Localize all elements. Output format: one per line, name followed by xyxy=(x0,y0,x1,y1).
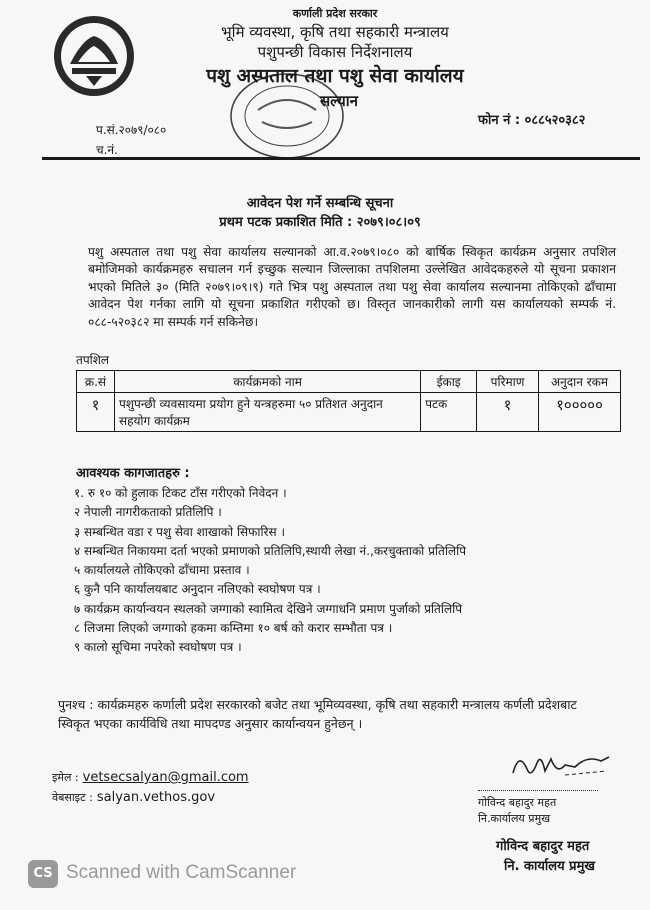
required-documents-list xyxy=(74,484,614,658)
camscanner-logo-icon: CS xyxy=(28,860,58,888)
signatory-name: गोविन्द बहादुर महत xyxy=(496,839,590,854)
schedule-table xyxy=(76,370,621,432)
signatory-title: नि. कार्यालय प्रमुख xyxy=(504,859,595,874)
nepal-emblem-logo xyxy=(52,14,136,98)
notice-publish-date: प्रथम पटक प्रकाशित मिति : २०७९।०८।०९ xyxy=(219,215,421,230)
col-header-quantity: परिमाण xyxy=(477,371,539,393)
col-header-sn: क्र.सं xyxy=(77,371,115,393)
list-item: ९ कालो सूचिमा नपरेको स्वघोषण पत्र । xyxy=(74,640,242,655)
handwritten-signature xyxy=(505,745,615,783)
col-header-grant-amount: अनुदान रकम xyxy=(539,371,621,393)
col-header-unit: ईकाइ xyxy=(421,371,477,393)
province-government-line: कर्णाली प्रदेश सरकार xyxy=(292,7,378,20)
schedule-label: तपशिल xyxy=(76,353,110,367)
list-item: १. रु १० को हुलाक टिकट टाँस गरीएको निवेदन । xyxy=(74,486,287,500)
contact-email xyxy=(52,770,249,785)
required-documents-title: आवश्यक कागजातहरु : xyxy=(76,466,190,481)
office-phone: फोन नं : ०८८५२०३८२ xyxy=(478,113,586,128)
cell-quantity: १ xyxy=(477,393,539,432)
cell-grant-amount: १००००० xyxy=(539,393,621,432)
scanner-watermark-text: Scanned with CamScanner xyxy=(66,862,297,883)
office-name: पशु अस्पताल तथा पशु सेवा कार्यालय xyxy=(206,65,464,87)
dispatch-number: च.नं. xyxy=(96,143,118,157)
district-name: सल्यान xyxy=(320,92,358,110)
notice-title: आवेदन पेश गर्ने सम्बन्धि सूचना xyxy=(246,196,394,211)
postscript-note: पुनश्च : कार्यक्रमहरु कर्णाली प्रदेश सरकारको बजेट तथा भूमिव्यवस्था, कृषि तथा सहकारी मन्त्रालय कर्णली प्रदेशबाट स्विकृत भएका कार्यविधि तथा मापदण्ड अनुसार कार्यान्वयन हुनेछन् । xyxy=(58,697,577,731)
list-item: २ नेपाली नागरीकताको प्रतिलिपि । xyxy=(74,505,222,520)
list-item: ८ लिजमा लिएको जग्गाको हकमा कम्तिमा १० बर्ष को करार सम्भौता पत्र । xyxy=(74,621,393,636)
email-link[interactable]: vetsecsalyan@gmail.com xyxy=(82,770,249,785)
list-item: ६ कुनै पनि कार्यालयबाट अनुदान नलिएको स्वघोषण पत्र । xyxy=(74,582,321,597)
signatory-title-small: नि.कार्यालय प्रमुख xyxy=(478,812,551,825)
col-header-program: कार्यक्रमको नाम xyxy=(114,371,420,393)
list-item: ७ कार्यक्रम कार्यान्वयन स्थलको जग्गाको स्वामित्व देखिने जग्गाधनि प्रमाण पुर्जाको प्रतिलिपि xyxy=(74,601,463,616)
cell-program-name: पशुपन्छी व्यवसायमा प्रयोग हुने यन्त्रहरुमा ५० प्रतिशत अनुदान सहयोग कार्यक्रम xyxy=(114,393,420,432)
website-label: वेबसाइट : xyxy=(52,791,93,804)
website-link[interactable]: salyan.vethos.gov xyxy=(96,790,216,805)
list-item: ३ सम्बन्धित वडा र पशु सेवा शाखाको सिफारिस । xyxy=(74,524,286,539)
contact-website xyxy=(52,790,215,805)
email-label: इमेल : xyxy=(52,771,79,784)
directorate-line: पशुपन्छी विकास निर्देशनालय xyxy=(257,43,413,61)
header-divider xyxy=(42,157,640,160)
signatory-name-small: गोविन्द बहादुर महत xyxy=(478,796,557,809)
ministry-line: भूमि व्यवस्था, कृषि तथा सहकारी मन्त्रालय xyxy=(221,23,449,41)
list-item: ५ कार्यालयले तोकिएको ढाँचामा प्रस्ताव । xyxy=(74,563,250,578)
cell-unit: पटक xyxy=(421,393,477,432)
list-item: ४ सम्बन्धित निकायमा दर्ता भएको प्रमाणको प्रतिलिपि,स्थायी लेखा नं.,करचुक्ताको प्रतिलिपि xyxy=(74,543,467,558)
signature-line xyxy=(478,790,598,791)
notice-body: पशु अस्पताल तथा पशु सेवा कार्यालय सल्यानको आ.व.२०७९।०८० को बार्षिक स्विकृत कार्यक्रम अनुसार तपशिल बमोजिमको कार्यक्रमहरु सचालन गर्न इच्छुक सल्यान जिल्लाका तपशिलमा उल्लेखित आवेदकहरुले यो सूचना प्रकाशन भएको मितिले ३० (मिति २०७९।०९।९) गते भित्र पशु अस्पताल तथा पशु सेवा कार्यालय सल्यानमा तोकिएको ढाँचामा आवेदन पेश गर्नका लागि यो सूचना प्रकाशित गरीएको छ। विस्तृत जानकारीको लागी यस कार्यालयको सम्पर्क नं. ०८८-५२०३८२ मा सम्पर्क गर्न सकिनेछ। xyxy=(88,245,616,329)
cell-sn: १ xyxy=(77,393,115,432)
reference-number: प.सं.२०७९/०८० xyxy=(96,123,167,137)
table-row xyxy=(77,393,621,432)
schedule-header-row xyxy=(77,371,621,393)
